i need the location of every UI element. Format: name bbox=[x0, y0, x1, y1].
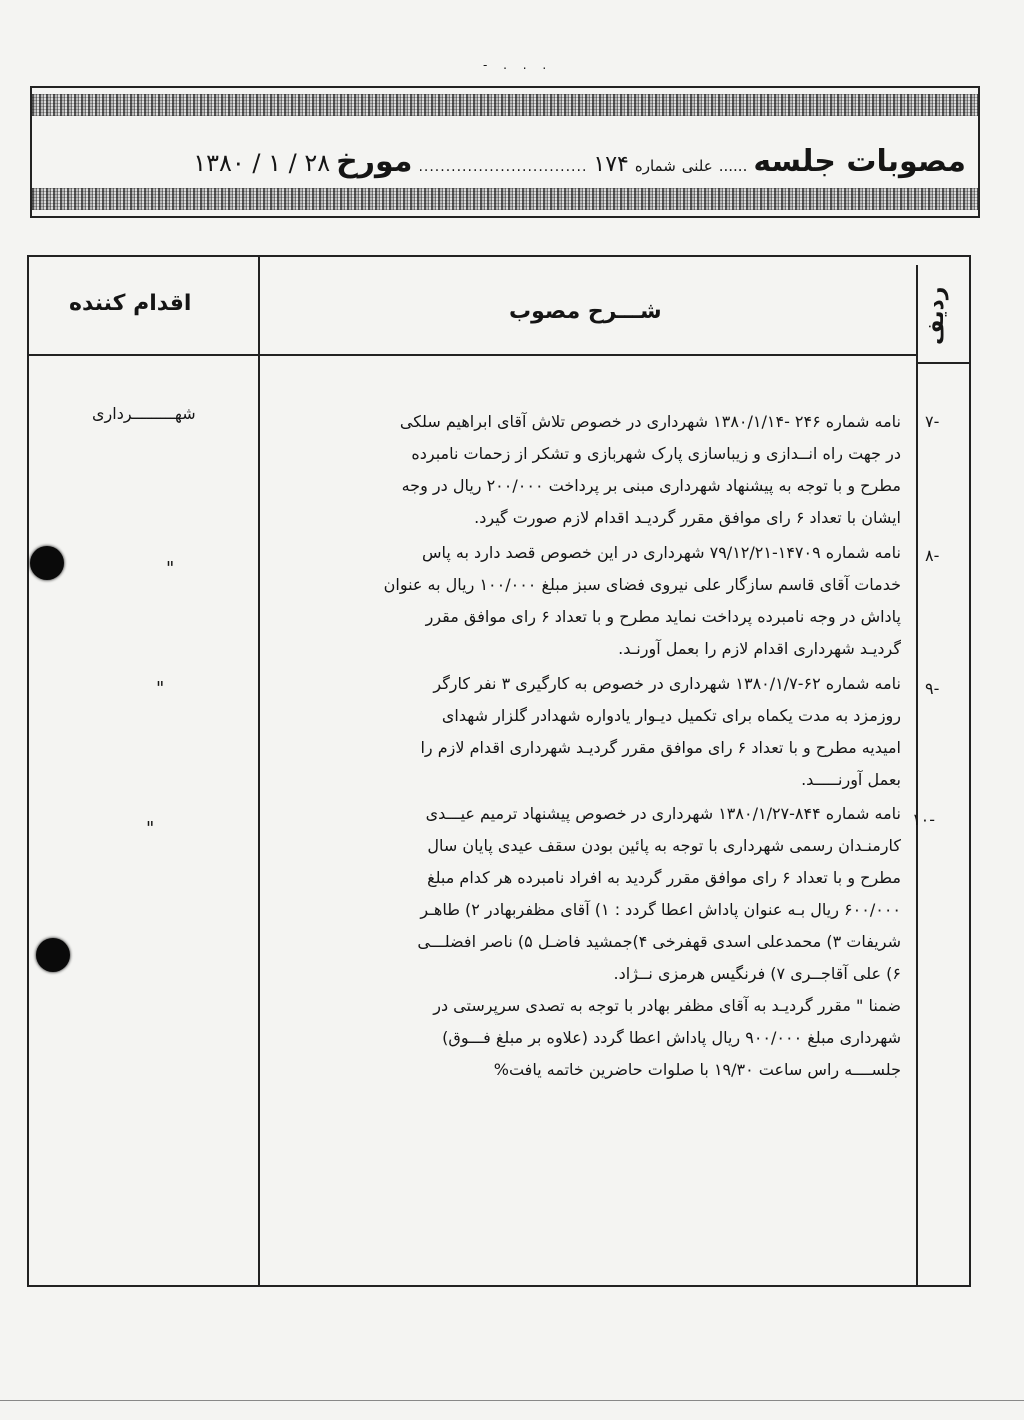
row-actor-ditto: " bbox=[156, 678, 165, 699]
row-number: -۱۰ bbox=[912, 810, 935, 829]
meeting-date: ۲۸ / ۱ / ۱۳۸۰ bbox=[193, 149, 331, 177]
row-description bbox=[257, 668, 901, 796]
table-header-rule-row bbox=[918, 362, 971, 364]
description-line: در جهت راه انــدازی و زیباسازی پارک شهربازی و تشکر از زحمات نامبرده bbox=[411, 444, 901, 463]
description-line: پاداش در وجه نامبرده پرداخت نماید مطرح و با تعداد ۶ رای موافق مقرر bbox=[425, 607, 901, 626]
description-line: روزمزد به مدت یکماه برای تکمیل دیـوار یادواره شهدادر گلزار شهدای bbox=[441, 706, 901, 725]
row-description bbox=[257, 406, 901, 534]
header-noise-band-bottom bbox=[32, 188, 978, 210]
table-header-rule bbox=[29, 354, 916, 356]
description-line: ضمنا " مقرر گردیـد به آقای مظفر بهادر با توجه به تصدی سرپرستی در bbox=[433, 996, 901, 1015]
description-line: ۶۰۰/۰۰۰ ریال بـه عنوان پاداش اعطا گردد : ۱) آقای مظفربهادر ۲) طاهـر bbox=[420, 900, 901, 919]
column-header-row: ردیف bbox=[924, 286, 949, 346]
row-description bbox=[257, 537, 901, 665]
description-line: کارمنـدان رسمی شهرداری با توجه به پائین بودن سقف عیدی پایان سال bbox=[427, 836, 901, 855]
header-dots-2: ............................... bbox=[418, 159, 588, 175]
description-line: شریفات ۳) محمدعلی اسدی قهفرخی ۴)جمشید فاضـل ۵) ناصر افضلـــی bbox=[417, 932, 901, 951]
punch-hole-lower bbox=[36, 938, 70, 972]
description-line: ایشان با تعداد ۶ رای موافق مقرر گردیـد اقدام لازم صورت گیرد. bbox=[474, 508, 901, 527]
row-actor: شهـــــــــرداری bbox=[92, 404, 196, 423]
header-noise-band-top bbox=[32, 94, 978, 116]
description-line: جلســــه راس ساعت ۱۹/۳۰ با صلوات حاضرین خاتمه یافت% bbox=[493, 1060, 901, 1079]
number-label: شماره bbox=[634, 157, 676, 175]
description-line: شهرداری مبلغ ۹۰۰/۰۰۰ ریال پاداش اعطا گردد (علاوه بر مبلغ فـــوق) bbox=[442, 1028, 901, 1047]
column-header-description: شـــرح مصوب bbox=[509, 299, 662, 324]
description-line: نامه شماره ۱۴۷۰۹-۷۹/۱۲/۲۱ شهرداری در این خصوص قصد دارد به پاس bbox=[421, 543, 901, 562]
description-line: امیدیه مطرح و با تعداد ۶ رای موافق مقرر گردیـد شهرداری اقدام لازم را bbox=[420, 738, 901, 757]
description-line: ۶) علی آقاجــری ۷) فرنگیس هرمزی نــژاد. bbox=[613, 964, 901, 983]
row-number: -۸ bbox=[925, 546, 940, 565]
table-divider-row bbox=[916, 265, 918, 1285]
header-title: مصوبات جلسه bbox=[753, 144, 966, 179]
header-line bbox=[193, 144, 966, 179]
description-line: بعمل آورنـــــد. bbox=[801, 770, 901, 789]
date-label: مورخ bbox=[336, 144, 413, 179]
punch-hole-upper bbox=[30, 546, 64, 580]
row-actor-ditto: " bbox=[146, 818, 155, 839]
row-number: -۷ bbox=[925, 412, 940, 431]
header-box bbox=[30, 86, 980, 218]
page-top-mark: - . . . bbox=[483, 58, 553, 72]
description-line: مطرح و با توجه به پیشنهاد شهرداری مبنی بر پرداخت ۲۰۰/۰۰۰ ریال در وجه bbox=[401, 476, 901, 495]
page-bottom-edge bbox=[0, 1400, 1024, 1401]
description-line: نامه شماره ۲۴۶ -۱۳۸۰/۱/۱۴ شهرداری در خصوص تلاش آقای ابراهیم سلکی bbox=[399, 412, 901, 431]
description-line: نامه شماره ۶۲-۱۳۸۰/۱/۷ شهرداری در خصوص به کارگیری ۳ نفر کارگر bbox=[433, 674, 901, 693]
description-line: نامه شماره ۸۴۴-۱۳۸۰/۱/۲۷ شهرداری در خصوص پیشنهاد ترمیم عیـــدی bbox=[425, 804, 901, 823]
row-number: -۹ bbox=[925, 679, 940, 698]
meeting-type: علنی bbox=[681, 157, 713, 175]
column-header-action: اقدام کننده bbox=[69, 291, 192, 316]
row-actor-ditto: " bbox=[166, 558, 175, 579]
header-dots-1: ...... bbox=[718, 157, 748, 175]
description-line: خدمات آقای قاسم سازگار علی نیروی فضای سبز مبلغ ۱۰۰/۰۰۰ ریال به عنوان bbox=[383, 575, 901, 594]
description-line: مطرح و با تعداد ۶ رای موافق مقرر گردید به افراد نامبرده هر کدام مبلغ bbox=[427, 868, 901, 887]
meeting-number: ۱۷۴ bbox=[593, 152, 629, 177]
row-description bbox=[257, 798, 901, 1086]
description-line: گردیـد شهرداری اقدام لازم را بعمل آورنـد. bbox=[618, 639, 901, 658]
